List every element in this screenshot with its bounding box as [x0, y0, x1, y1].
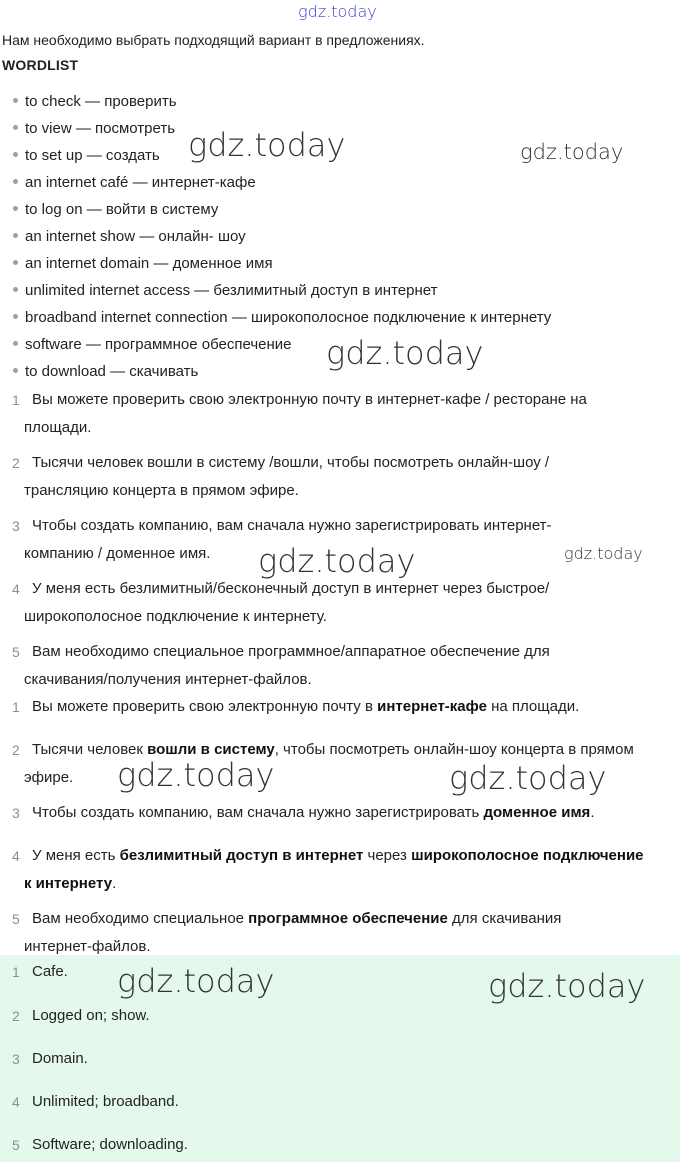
watermark: gdz.today	[326, 334, 484, 372]
bullet-icon	[13, 233, 18, 238]
filled-sentence: 2 Тысячи человек вошли в систему, чтобы посмотреть онлайн-шоу концерта в прямом эфире.	[12, 741, 634, 786]
wordlist-item: an internet domain — доменное имя	[10, 253, 551, 280]
wordlist-title: WORDLIST	[2, 57, 79, 73]
filled-sentence: 4 У меня есть безлимитный доступ в интернет через широкополосное подключение к интернету.	[12, 847, 644, 892]
bullet-icon	[13, 260, 18, 265]
option-sentence: 4 У меня есть безлимитный/бесконечный доступ в интернет через быстрое/ широкополосное подключение к интернету.	[12, 580, 550, 625]
option-sentence: 1 Вы можете проверить свою электронную почту в интернет-кафе / ресторане на площади.	[12, 391, 587, 436]
watermark-top: gdz.today	[298, 2, 377, 21]
bullet-icon	[13, 125, 18, 130]
wordlist-item: to check — проверить	[10, 91, 551, 118]
bullet-icon	[13, 152, 18, 157]
task-intro: Нам необходимо выбрать подходящий вариант в предложениях.	[2, 32, 425, 48]
watermark: gdz.today	[117, 756, 275, 794]
option-sentence: 2 Тысячи человек вошли в систему /вошли, чтобы посмотреть онлайн-шоу / трансляцию концерта в прямом эфире.	[12, 454, 550, 499]
wordlist-item: to set up — создать	[10, 145, 551, 172]
wordlist-item: an internet show — онлайн- шоу	[10, 226, 551, 253]
watermark: gdz.today	[258, 542, 416, 580]
answers-panel: 1 Cafe. 2 Logged on; show. 3 Domain. 4 Unlimited; broadband. 5 Software; downloading.	[0, 955, 680, 1162]
filled-sentence: 1 Вы можете проверить свою электронную почту в интернет-кафе на площади.	[12, 698, 580, 715]
bullet-icon	[13, 206, 18, 211]
filled-sentence: 5 Вам необходимо специальное программное обеспечение для скачивания интернет-файлов.	[12, 910, 562, 955]
watermark: gdz.today	[520, 140, 624, 164]
filled-sentence: 3 Чтобы создать компанию, вам сначала нужно зарегистрировать доменное имя.	[12, 804, 595, 821]
bullet-icon	[13, 287, 18, 292]
watermark: gdz.today	[188, 126, 346, 164]
bullet-icon	[13, 179, 18, 184]
wordlist-item: broadband internet connection — широкополосное подключение к интернету	[10, 307, 551, 334]
watermark: gdz.today	[488, 967, 646, 1005]
bullet-icon	[13, 368, 18, 373]
watermark: gdz.today	[449, 759, 607, 797]
option-sentence: 5 Вам необходимо специальное программное/аппаратное обеспечение для скачивания/получения интернет-файлов.	[12, 643, 550, 688]
option-sentence: 3 Чтобы создать компанию, вам сначала нужно зарегистрировать интернет- компанию / доменное имя.	[12, 517, 552, 562]
watermark: gdz.today	[564, 544, 643, 563]
wordlist-item: to log on — войти в систему	[10, 199, 551, 226]
wordlist-item: to download — скачивать	[10, 361, 551, 388]
wordlist-item: an internet café — интернет-кафе	[10, 172, 551, 199]
bullet-icon	[13, 98, 18, 103]
wordlist-item: unlimited internet access — безлимитный доступ в интернет	[10, 280, 551, 307]
bullet-icon	[13, 341, 18, 346]
bullet-icon	[13, 314, 18, 319]
wordlist-item: software — программное обеспечение	[10, 334, 551, 361]
wordlist-item: to view — посмотреть	[10, 118, 551, 145]
watermark: gdz.today	[117, 962, 275, 1000]
